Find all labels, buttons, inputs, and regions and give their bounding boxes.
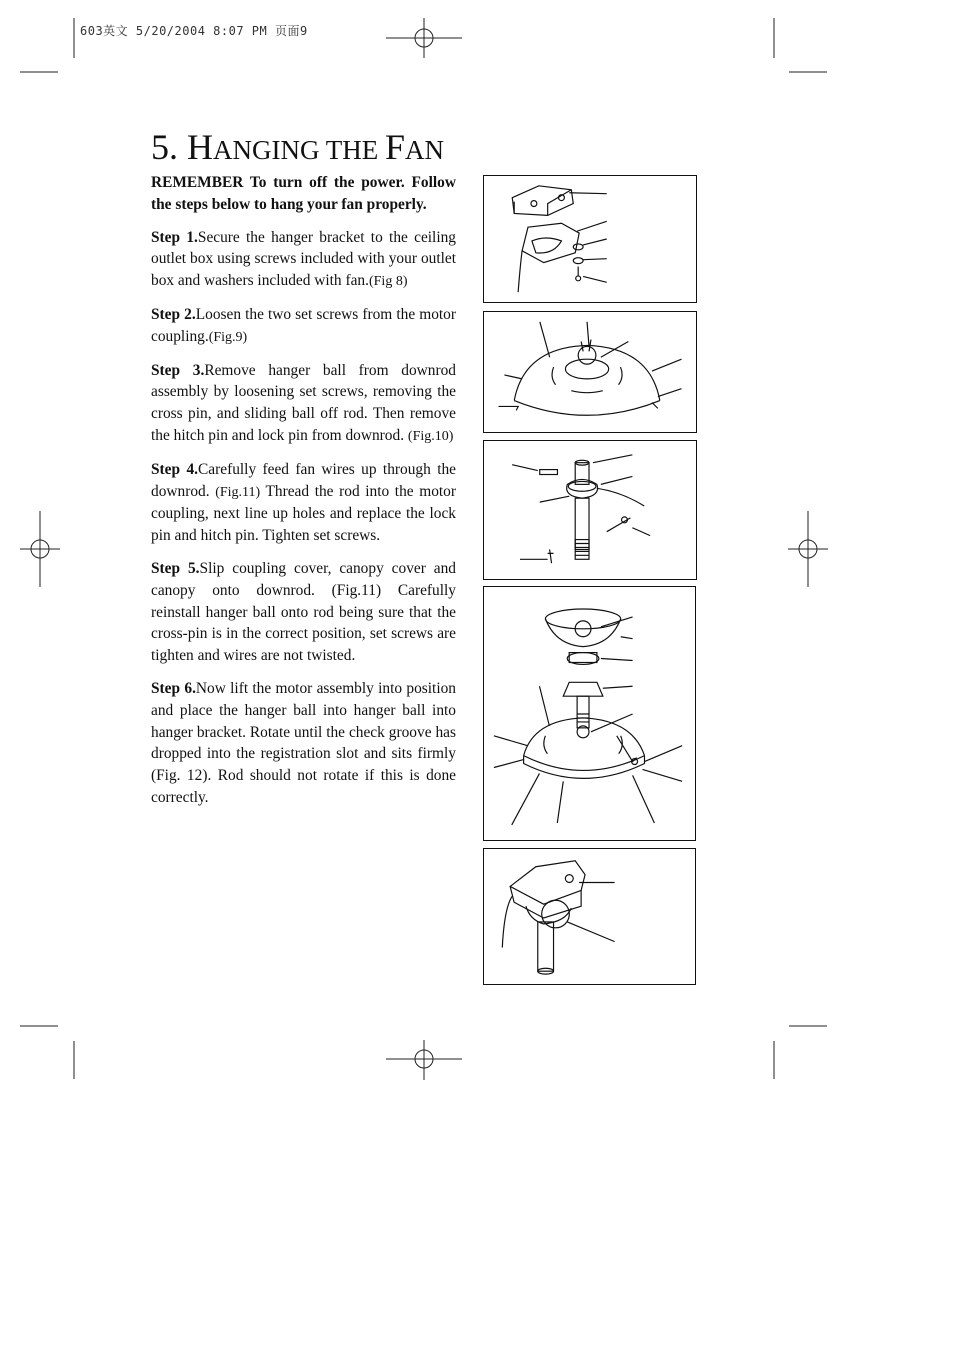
intro-warning: REMEMBER To turn off the power. Follow the steps below to hang your fan properly. [151, 174, 456, 213]
motor-coupling-illustration [484, 312, 696, 432]
step-4: Step 4.Carefully feed fan wires up through the downrod. (Fig.11) Thread the rod into the motor coupling, next line up holes and replace the lock pin and hitch pin. Tighten set screws. [151, 460, 457, 545]
bracket-illustration [484, 176, 696, 302]
figure-8-hanger-bracket [483, 175, 697, 303]
hanger-ball-illustration [484, 849, 695, 984]
step-3: Step 3.Remove hanger ball from downrod assembly by loosening set screws, removing the cross pin, and sliding ball off rod. Then remove the hitch pin and lock pin from downrod. (Fig.10) [151, 361, 457, 444]
figure-10-downrod [483, 440, 697, 580]
print-slug: 603英文 5/20/2004 8:07 PM 页面9 [80, 24, 308, 38]
step-2: Step 2.Loosen the two set screws from the motor coupling.(Fig.9) [151, 305, 457, 345]
instructions-column [151, 172, 456, 820]
figure-9-motor-coupling [483, 311, 697, 433]
section-title: 5. HANGING THE FAN [151, 127, 445, 167]
figure-12-hanger-ball-seated [483, 848, 696, 985]
step-1: Step 1.Secure the hanger bracket to the ceiling outlet box using screws included with your outlet box and washers included with fan.(Fig 8) [151, 228, 456, 290]
figure-11-exploded-assembly [483, 586, 696, 841]
step-6: Step 6.Now lift the motor assembly into position and place the hanger ball into hanger ball into hanger bracket. Rotate until the check groove has dropped into the registration slot and sits firmly (Fig. 12). Rod should not rotate if this is done correctly. [151, 679, 456, 806]
step-5: Step 5.Slip coupling cover, canopy cover and canopy onto downrod. (Fig.11) Carefully reinstall hanger ball onto rod being sure that the cross-pin is in the correct position, set screws are tighten and wires are not twisted. [151, 559, 456, 665]
downrod-illustration [484, 441, 696, 579]
exploded-assembly-illustration [484, 587, 695, 840]
